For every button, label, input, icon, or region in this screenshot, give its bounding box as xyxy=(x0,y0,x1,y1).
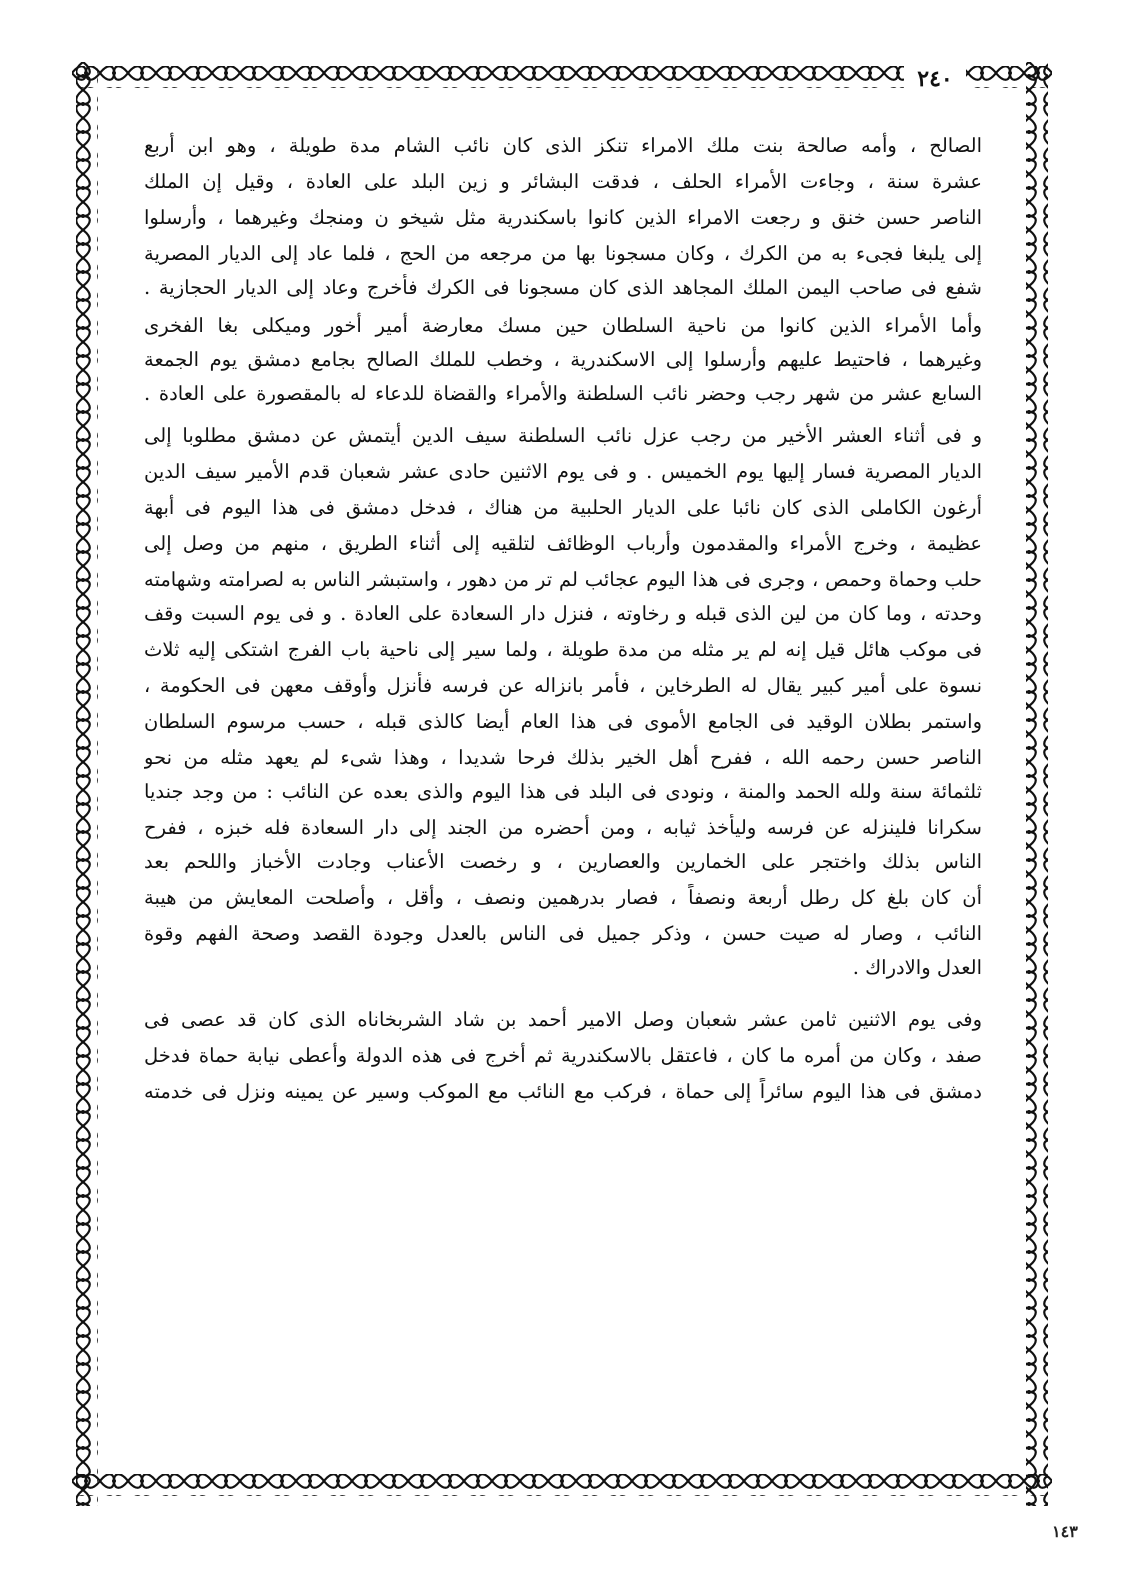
text-line: النائب ، وصار له صيت حسن ، وذكر جميل فى الناس بالعدل وجودة القصد وصحة الفهم وقوة xyxy=(144,922,982,945)
text-line: وأما الأمراء الذين كانوا من ناحية السلطان حين مسك معارضة أمير أخور وميكلى بغا الفخرى xyxy=(144,314,982,337)
text-line: الديار المصرية فسار إليها يوم الخميس . و فى يوم الاثنين حادى عشر شعبان قدم الأمير سيف الدين xyxy=(144,460,982,483)
text-line: وفى يوم الاثنين ثامن عشر شعبان وصل الامير أحمد بن شاد الشربخاناه الذى كان قد عصى فى xyxy=(144,1008,982,1031)
text-line: الصالح ، وأمه صالحة بنت ملك الامراء تنكز الذى كان نائب الشام مدة طويلة ، وهو ابن أربع xyxy=(144,134,982,157)
text-line: وحدته ، وما كان من لين الذى قبله و رخاوته ، فنزل دار السعادة على العادة . و فى يوم السبت وقف xyxy=(144,602,982,625)
text-line: إلى يلبغا فجىء به من الكرك ، وكان مسجونا بها من مرجعه من الحج ، فلما عاد إلى الديار المصرية xyxy=(144,242,982,265)
footer-mark: ١٤٣ xyxy=(1052,1522,1078,1541)
text-line: السابع عشر من شهر رجب وحضر نائب السلطنة والأمراء والقضاة للدعاء له بالمقصورة على العادة . xyxy=(144,382,982,405)
text-line: الناس بذلك واختجر على الخمارين والعصارين ، و رخصت الأعناب وجادت الأخباز واللحم بعد xyxy=(144,850,982,873)
body-text xyxy=(144,132,982,1472)
text-line: الناصر حسن خنق و رجعت الامراء الذين كانوا باسكندرية مثل شيخو ن ومنجك وغيرهما ، وأرسلوا xyxy=(144,206,982,229)
text-line: دمشق فى هذا اليوم سائراً إلى حماة ، فركب مع النائب مع الموكب وسير عن يمينه ونزل فى خدمته xyxy=(144,1080,982,1103)
text-line: فى موكب هائل قيل إنه لم ير مثله من مدة طويلة ، ولما سير إلى ناحية باب الفرج اشتكى إليه ثلاث xyxy=(144,638,982,661)
text-line: سكرانا فلينزله عن فرسه وليأخذ ثيابه ، ومن أحضره من الجند إلى دار السعادة فله خبزه ، ففرح xyxy=(144,816,982,839)
text-line: الناصر حسن رحمه الله ، ففرح أهل الخير بذلك فرحا شديدا ، وهذا شىء لم يعهد مثله من نحو xyxy=(144,746,982,769)
text-line: صفد ، وكان من أمره ما كان ، فاعتقل بالاسكندرية ثم أخرج فى هذه الدولة وأعطى نيابة حماة فدخل xyxy=(144,1044,982,1067)
text-line: وغيرهما ، فاحتيط عليهم وأرسلوا إلى الاسكندرية ، وخطب للملك الصالح بجامع دمشق يوم الجمعة xyxy=(144,348,982,371)
text-line: ثلثمائة سنة ولله الحمد والمنة ، ونودى فى البلد فى هذا اليوم والذى بعده عن النائب : من وجد جنديا xyxy=(144,780,982,803)
text-line: العدل والادراك . xyxy=(852,956,982,979)
text-line: و فى أثناء العشر الأخير من رجب عزل نائب السلطنة سيف الدين أيتمش عن دمشق مطلوبا إلى xyxy=(144,424,982,447)
text-line: شفع فى صاحب اليمن الملك المجاهد الذى كان مسجونا فى الكرك فأخرج وعاد إلى الديار الحجازية . xyxy=(144,276,982,299)
text-line: حلب وحماة وحمص ، وجرى فى هذا اليوم عجائب لم تر من دهور ، واستبشر الناس به لصرامته وشهامته xyxy=(144,568,982,591)
text-line: واستمر بطلان الوقيد فى الجامع الأموى فى هذا العام أيضا كالذى قبله ، حسب مرسوم السلطان xyxy=(144,710,982,733)
page-number: ٢٤٠ xyxy=(904,64,966,94)
text-line: أرغون الكاملى الذى كان نائبا على الديار الحلبية من هناك ، فدخل دمشق فى هذا اليوم فى أبهة xyxy=(144,496,982,519)
text-line: عظيمة ، وخرج الأمراء والمقدمون وأرباب الوظائف لتلقيه إلى أثناء الطريق ، منهم من وصل إلى xyxy=(144,532,982,555)
text-line: نسوة على أمير كبير يقال له الطرخاين ، فأمر بانزاله عن فرسه فأنزل وأوقف معهن فى الحكومة ، xyxy=(144,674,982,697)
text-line: عشرة سنة ، وجاءت الأمراء الحلف ، فدقت البشائر و زين البلد على العادة ، وقيل إن الملك xyxy=(144,170,982,193)
page-frame xyxy=(72,62,1052,1506)
text-line: أن كان بلغ كل رطل أربعة ونصفاً ، فصار بدرهمين ونصف ، وأقل ، وأصلحت المعايش من هيبة xyxy=(144,886,982,909)
